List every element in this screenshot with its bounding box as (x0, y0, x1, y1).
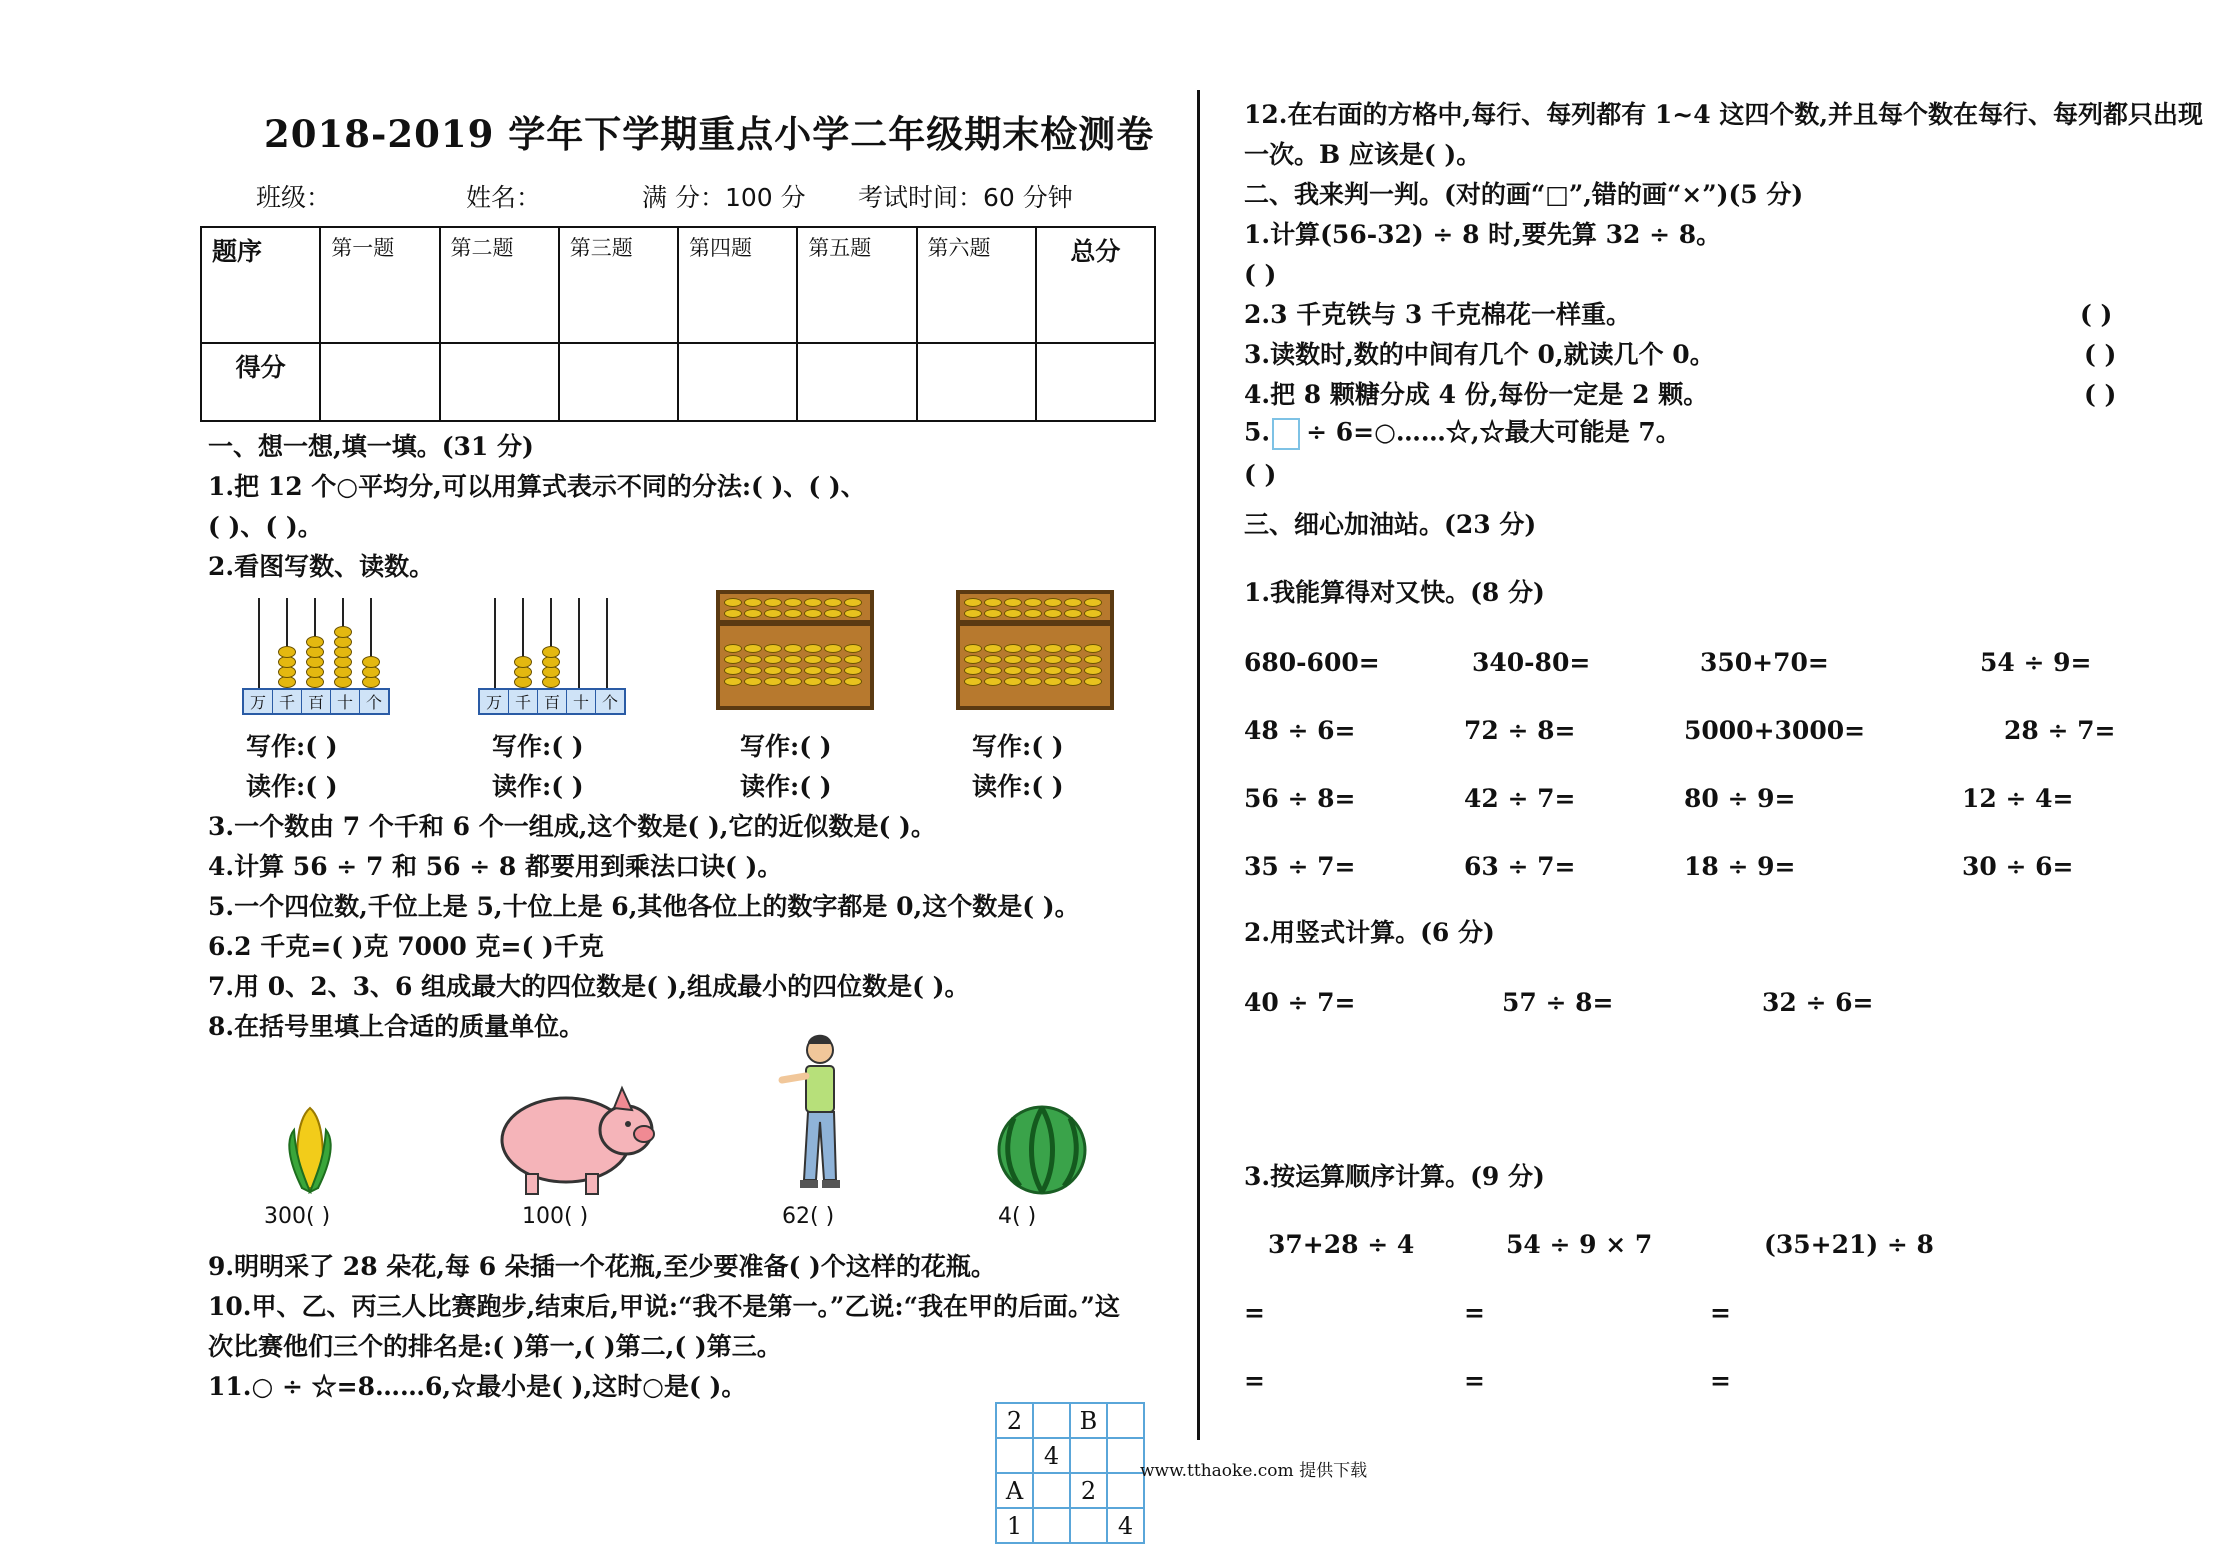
read-blank[interactable]: 读作:( ) (246, 772, 338, 801)
judge-1-paren[interactable]: ( ) (1244, 260, 1277, 289)
order-item: 54 ÷ 9 × 7 (1506, 1230, 1653, 1259)
grid-cell: 2 (996, 1403, 1033, 1438)
grid-cell (1107, 1438, 1144, 1473)
question-8: 8.在括号里填上合适的质量单位。 (208, 1012, 585, 1041)
question-1-cont: ( )、( )。 (208, 512, 323, 541)
mass-blank-watermelon[interactable]: 4( ) (998, 1204, 1037, 1229)
full-score: 满 分：100 分 (642, 183, 806, 212)
exam-time: 考试时间：60 分钟 (858, 183, 1073, 212)
order-calc-title: 3.按运算顺序计算。(9 分) (1244, 1162, 1545, 1191)
calc-title: 1.我能算得对又快。(8 分) (1244, 578, 1545, 607)
table-header-cell: 题序 (201, 227, 320, 343)
question-7: 7.用 0、2、3、6 组成最大的四位数是( ),组成最小的四位数是( )。 (208, 972, 970, 1001)
mass-blank-pig[interactable]: 100( ) (522, 1204, 589, 1229)
footer-source: www.tthaoke.com 提供下载 (1140, 1461, 1368, 1481)
calc-item: 35 ÷ 7= (1244, 852, 1356, 881)
table-header-cell: 第三题 (559, 227, 678, 343)
read-blank[interactable]: 读作:( ) (492, 772, 584, 801)
grid-cell (996, 1438, 1033, 1473)
corn-image (280, 1100, 340, 1200)
question-5: 5.一个四位数,千位上是 5,十位上是 6,其他各位上的数字都是 0,这个数是( )。 (208, 892, 1080, 921)
name-label: 姓名： (466, 183, 542, 212)
equals-sign: = (1710, 1366, 1731, 1395)
column-divider (1197, 90, 1200, 1440)
number-grid (995, 1402, 1145, 1544)
score-cell[interactable] (320, 343, 439, 421)
read-blank[interactable]: 读作:( ) (972, 772, 1064, 801)
question-4: 4.计算 56 ÷ 7 和 56 ÷ 8 都要用到乘法口诀( )。 (208, 852, 783, 881)
mass-blank-corn[interactable]: 300( ) (264, 1204, 331, 1229)
question-3: 3.一个数由 7 个千和 6 个一组成,这个数是( ),它的近似数是( )。 (208, 812, 936, 841)
order-item: (35+21) ÷ 8 (1764, 1230, 1934, 1259)
calc-item: 30 ÷ 6= (1962, 852, 2074, 881)
class-label: 班级： (256, 183, 332, 212)
grid-cell (1033, 1403, 1070, 1438)
judge-3: 3.读数时,数的中间有几个 0,就读几个 0。 (1244, 340, 1715, 369)
calc-item: 680-600= (1244, 648, 1380, 677)
section2-title: 二、我来判一判。(对的画“□”,错的画“×”)(5 分) (1244, 180, 1804, 209)
equals-sign: = (1244, 1366, 1265, 1395)
equals-sign: = (1244, 1298, 1265, 1327)
table-header-cell: 第五题 (797, 227, 916, 343)
score-cell[interactable] (917, 343, 1036, 421)
calc-item: 72 ÷ 8= (1464, 716, 1576, 745)
grid-cell (1033, 1473, 1070, 1508)
grid-cell (1033, 1508, 1070, 1543)
calc-item: 5000+3000= (1684, 716, 1866, 745)
calc-item: 56 ÷ 8= (1244, 784, 1356, 813)
score-cell[interactable] (559, 343, 678, 421)
calc-item: 12 ÷ 4= (1962, 784, 2074, 813)
vertical-item: 57 ÷ 8= (1502, 988, 1614, 1017)
table-header-cell: 第四题 (678, 227, 797, 343)
judge-5: 5. ÷ 6=○……☆,☆最大可能是 7。 (1244, 418, 1681, 450)
grid-cell: 4 (1107, 1508, 1144, 1543)
score-table (200, 226, 1156, 422)
table-header-cell: 第六题 (917, 227, 1036, 343)
judge-4: 4.把 8 颗糖分成 4 份,每份一定是 2 颗。 (1244, 380, 1709, 409)
grid-cell (1070, 1438, 1107, 1473)
question-6: 6.2 千克=( )克 7000 克=( )千克 (208, 932, 604, 961)
grid-cell: A (996, 1473, 1033, 1508)
score-cell[interactable] (440, 343, 559, 421)
page-title: 2018-2019 学年下学期重点小学二年级期末检测卷 (264, 112, 1155, 156)
calc-item: 340-80= (1472, 648, 1591, 677)
judge-1: 1.计算(56-32) ÷ 8 时,要先算 32 ÷ 8。 (1244, 220, 1722, 249)
calc-item: 350+70= (1700, 648, 1829, 677)
table-header-cell: 总分 (1036, 227, 1155, 343)
judge-3-paren[interactable]: ( ) (2084, 340, 2117, 369)
grid-cell: 1 (996, 1508, 1033, 1543)
grid-cell: B (1070, 1403, 1107, 1438)
score-cell[interactable] (678, 343, 797, 421)
man-image (774, 1030, 854, 1200)
write-blank[interactable]: 写作:( ) (740, 732, 832, 761)
equals-sign: = (1464, 1366, 1485, 1395)
vertical-calc-title: 2.用竖式计算。(6 分) (1244, 918, 1495, 947)
score-cell[interactable] (1036, 343, 1155, 421)
read-blank[interactable]: 读作:( ) (740, 772, 832, 801)
judge-2-paren[interactable]: ( ) (2080, 300, 2113, 329)
judge-4-paren[interactable]: ( ) (2084, 380, 2117, 409)
write-blank[interactable]: 写作:( ) (492, 732, 584, 761)
grid-cell: 2 (1070, 1473, 1107, 1508)
write-blank[interactable]: 写作:( ) (972, 732, 1064, 761)
table-header-cell: 第二题 (440, 227, 559, 343)
grid-cell (1070, 1508, 1107, 1543)
grid-cell (1107, 1403, 1144, 1438)
section3-title: 三、细心加油站。(23 分) (1244, 510, 1537, 539)
score-cell[interactable] (797, 343, 916, 421)
calc-item: 18 ÷ 9= (1684, 852, 1796, 881)
question-11: 11.○ ÷ ☆=8……6,☆最小是( ),这时○是( )。 (208, 1372, 747, 1401)
question-12-cont: 一次。B 应该是( )。 (1244, 140, 1482, 169)
abacus-3 (716, 590, 874, 710)
grid-cell: 4 (1033, 1438, 1070, 1473)
vertical-item: 40 ÷ 7= (1244, 988, 1356, 1017)
order-item: 37+28 ÷ 4 (1268, 1230, 1415, 1259)
calc-item: 63 ÷ 7= (1464, 852, 1576, 881)
equals-sign: = (1464, 1298, 1485, 1327)
question-12: 12.在右面的方格中,每行、每列都有 1~4 这四个数,并且每个数在每行、每列都只出现 (1244, 100, 2204, 129)
question-10: 10.甲、乙、丙三人比赛跑步,结束后,甲说:“我不是第一。”乙说:“我在甲的后面。”这 (208, 1292, 1120, 1321)
calc-item: 80 ÷ 9= (1684, 784, 1796, 813)
abacus-4 (956, 590, 1114, 710)
calc-item: 42 ÷ 7= (1464, 784, 1576, 813)
question-9: 9.明明采了 28 朵花,每 6 朵插一个花瓶,至少要准备( )个这样的花瓶。 (208, 1252, 996, 1281)
mass-blank-man[interactable]: 62( ) (782, 1204, 835, 1229)
vertical-item: 32 ÷ 6= (1762, 988, 1874, 1017)
grid-cell (1107, 1473, 1144, 1508)
question-10-cont: 次比赛他们三个的排名是:( )第一,( )第二,( )第三。 (208, 1332, 782, 1361)
score-row-label: 得分 (201, 343, 320, 421)
question-1: 1.把 12 个○平均分,可以用算式表示不同的分法:( )、( )、 (208, 472, 866, 501)
answer-box[interactable] (1272, 418, 1300, 450)
judge-5-paren[interactable]: ( ) (1244, 460, 1277, 489)
question-2: 2.看图写数、读数。 (208, 552, 435, 581)
calc-item: 54 ÷ 9= (1980, 648, 2092, 677)
judge-2: 2.3 千克铁与 3 千克棉花一样重。 (1244, 300, 1632, 329)
table-header-cell: 第一题 (320, 227, 439, 343)
calc-item: 28 ÷ 7= (2004, 716, 2116, 745)
pig-image (486, 1080, 656, 1200)
section1-title: 一、想一想,填一填。(31 分) (208, 432, 534, 461)
watermelon-image (994, 1102, 1090, 1198)
write-blank[interactable]: 写作:( ) (246, 732, 338, 761)
equals-sign: = (1710, 1298, 1731, 1327)
calc-item: 48 ÷ 6= (1244, 716, 1356, 745)
